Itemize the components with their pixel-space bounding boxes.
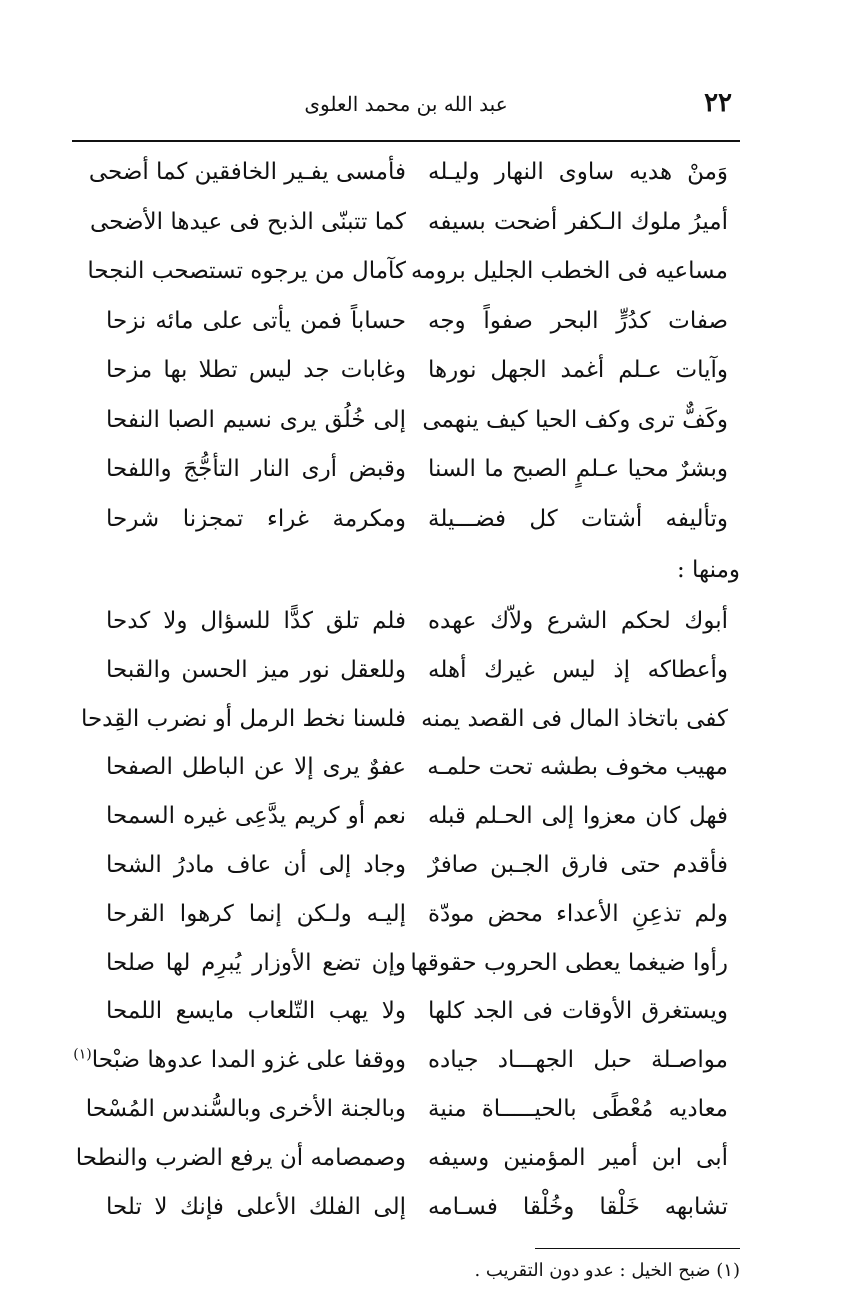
verse	[72, 247, 740, 297]
verse	[72, 987, 740, 1036]
verse-second-hemistich	[106, 841, 406, 890]
verse	[72, 743, 740, 792]
verse-first-hemistich: مساعيه فى الخطب الجليل برومه	[410, 258, 728, 284]
verse-second-text: فلم تلق كدًّا للسؤال ولا كدحا	[106, 608, 406, 634]
footnote: (١) ضبح الخيل : عدو دون التقريب .	[474, 1260, 740, 1281]
verse-second-text: وللعقل نور ميز الحسن والقبحا	[106, 656, 406, 683]
verse-first-hemistich: وآيات عـلم أغمد الجهل نورها	[428, 357, 728, 383]
verse	[72, 1183, 740, 1232]
verse-second-text: فأمسى يفـير الخافقين كما أضحى	[88, 159, 406, 185]
header-rule	[72, 140, 740, 142]
verse-first-hemistich: مواصـلة حبل الجهـــاد جياده	[428, 1047, 728, 1074]
verse-second-hemistich	[106, 1183, 406, 1232]
verse-second-hemistich	[106, 646, 406, 695]
verse-second-text: وصمصامه أن يرفع الضرب والنطحا	[75, 1144, 406, 1171]
verse	[72, 346, 740, 396]
verse-second-text: ووقفا على غزو المدا عدوها ضبْحا	[91, 1047, 406, 1074]
verse	[72, 148, 740, 198]
verse-second-hemistich	[106, 743, 406, 792]
verse-second-hemistich	[87, 247, 406, 296]
verse-first-hemistich: وأعطاكه إذ ليس غيرك أهله	[428, 656, 728, 683]
verse	[72, 597, 740, 646]
verse-first-hemistich: رأوا ضيغما يعطى الحروب حقوقها	[410, 949, 728, 976]
verse	[72, 495, 740, 545]
verse-second-text: ولا يهب التّلعاب مايسع اللمحا	[106, 998, 406, 1025]
poem-section-2	[72, 597, 740, 1231]
verse	[72, 646, 740, 695]
verse-second-hemistich	[106, 297, 406, 346]
verse-second-hemistich	[106, 939, 406, 988]
verse-second-text: وإن تضع الأوزار يُبرِم لها صلحا	[106, 949, 406, 976]
verse-second-hemistich	[106, 495, 406, 544]
verse-second-text: وبالجنة الأخرى وبالسُّندس المُسْحا	[85, 1095, 406, 1122]
verse-first-hemistich: ولم تذعِنِ الأعداء محض مودّة	[428, 900, 728, 927]
verse-second-hemistich	[88, 148, 406, 197]
verse-second-text: نعم أو كريم يدَّعِى غيره السمحا	[106, 803, 406, 830]
verse-second-text: إليـه ولـكن إنما كرهوا القرحا	[106, 900, 406, 927]
verse	[72, 890, 740, 939]
verse	[72, 792, 740, 841]
verse-second-hemistich	[75, 1134, 406, 1183]
verse	[72, 1134, 740, 1183]
verse-second-hemistich	[106, 445, 406, 494]
verse-first-hemistich: تشابهه خَلْقا وخُلْقا فسـامه	[428, 1193, 728, 1220]
footnote-rule	[535, 1248, 740, 1249]
verse	[72, 841, 740, 890]
verse-second-hemistich	[73, 1036, 406, 1085]
verse-second-text: كآمال من يرجوه تستصحب النجحا	[87, 258, 406, 284]
verse-first-hemistich: وكَفٌّ ترى وكف الحيا كيف ينهمى	[422, 406, 728, 433]
verse	[72, 1085, 740, 1134]
verse-second-text: وقبض أرى النار التأجُّجَ واللفحا	[106, 456, 406, 482]
verse-second-hemistich	[89, 198, 406, 247]
verse-second-text: إلى الفلك الأعلى فإنك لا تلحا	[106, 1193, 406, 1220]
verse-second-text: عفوٌ يرى إلا عن الباطل الصفحا	[106, 754, 406, 781]
verse-first-hemistich: وبشرٌ محيا عـلمٍ الصبح ما السنا	[428, 456, 728, 482]
verse-second-hemistich	[106, 890, 406, 939]
verse	[72, 396, 740, 446]
verse-second-hemistich	[106, 346, 406, 395]
section-label: ومنها :	[676, 557, 740, 583]
verse-second-hemistich	[106, 396, 406, 445]
verse-first-hemistich: أبوك لحكم الشرع ولاّك عهده	[428, 608, 728, 634]
verse	[72, 695, 740, 744]
running-title: عبد الله بن محمد العلوى	[304, 92, 508, 116]
verse-first-hemistich: وَمنْ هديه ساوى النهار وليـله	[428, 159, 728, 185]
verse-first-hemistich: كفى باتخاذ المال فى القصد يمنه	[421, 705, 728, 732]
verse-first-hemistich: أبى ابن أمير المؤمنين وسيفه	[428, 1144, 728, 1171]
footnote-marker: (١)	[73, 1046, 92, 1063]
page-number: ٢٢	[704, 88, 732, 118]
verse-second-text: فلسنا نخط الرمل أو نضرب القِدحا	[80, 705, 406, 732]
verse-first-hemistich: مهيب مخوف بطشه تحت حلمـه	[427, 754, 728, 781]
verse-second-hemistich	[106, 597, 406, 646]
verse	[72, 198, 740, 248]
verse-first-hemistich: فهل كان معزوا إلى الحـلم قبله	[428, 803, 728, 830]
verse-second-text: حساباً فمن يأتى على مائه نزحا	[106, 307, 406, 334]
verse	[72, 939, 740, 988]
poem-section-1	[72, 148, 740, 544]
verse-second-text: ومكرمة غراء تمجزنا شرحا	[106, 505, 406, 532]
verse-second-text: وغابات جد ليس تطلا بها مزحا	[106, 357, 406, 383]
verse-second-text: وجاد إلى أن عاف مادرُ الشحا	[106, 851, 406, 878]
verse-first-hemistich: وتأليفه أشتات كل فضـــيلة	[428, 505, 728, 532]
verse-second-text: كما تتبنّى الذبح فى عيدها الأضحى	[89, 208, 406, 235]
verse-second-text: إلى خُلُق يرى نسيم الصبا النفحا	[106, 406, 406, 433]
book-page	[72, 70, 740, 1300]
verse-first-hemistich: أميرُ ملوك الـكفر أضحت بسيفه	[428, 208, 728, 235]
verse-second-hemistich	[106, 987, 406, 1036]
verse	[72, 1036, 740, 1085]
page-header	[72, 88, 740, 122]
verse	[72, 445, 740, 495]
verse-second-hemistich	[80, 695, 406, 744]
verse-second-hemistich	[85, 1085, 406, 1134]
verse-first-hemistich: صفات كدُرٍّ البحر صفواً وجه	[428, 307, 728, 334]
verse-first-hemistich: ويستغرق الأوقات فى الجد كلها	[428, 998, 728, 1025]
verse-first-hemistich: معاديه مُعْطًى بالحيـــــاة منية	[428, 1095, 728, 1122]
verse	[72, 297, 740, 347]
verse-second-hemistich	[106, 792, 406, 841]
verse-first-hemistich: فأقدم حتى فارق الجـبن صافرٌ	[428, 851, 728, 878]
